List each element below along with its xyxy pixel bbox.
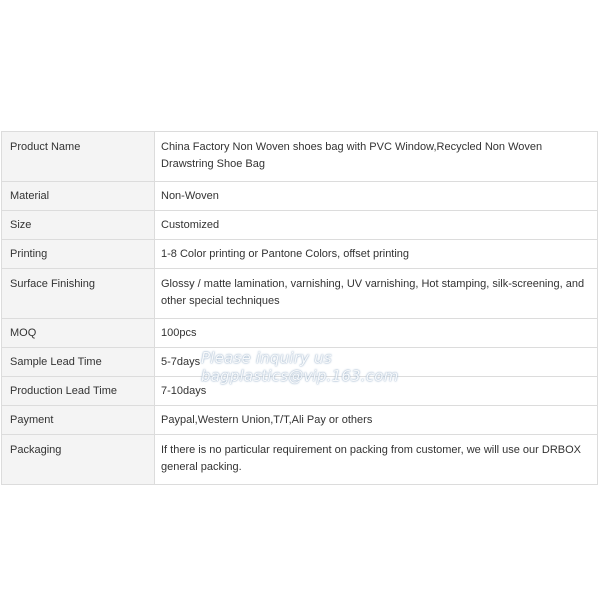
spec-label: Sample Lead Time: [2, 348, 155, 377]
spec-label: Surface Finishing: [2, 269, 155, 319]
spec-row-surface-finishing: [2, 269, 598, 319]
spec-label: MOQ: [2, 319, 155, 348]
spec-value: Glossy / matte lamination, varnishing, UV varnishing, Hot stamping, silk-screening, and other special techniques: [155, 269, 598, 319]
spec-value: Paypal,Western Union,T/T,Ali Pay or others: [155, 406, 598, 435]
spec-label: Size: [2, 211, 155, 240]
spec-value: Customized: [155, 211, 598, 240]
spec-row-product-name: [2, 132, 598, 182]
spec-value: 5-7days: [155, 348, 598, 377]
spec-row-size: [2, 211, 598, 240]
spec-label: Payment: [2, 406, 155, 435]
product-spec-table: [1, 131, 598, 485]
spec-label: Packaging: [2, 435, 155, 485]
spec-row-moq: [2, 319, 598, 348]
spec-row-sample-lead-time: [2, 348, 598, 377]
spec-label: Product Name: [2, 132, 155, 182]
spec-value: 100pcs: [155, 319, 598, 348]
spec-row-packaging: [2, 435, 598, 485]
spec-value: If there is no particular requirement on packing from customer, we will use our DRBOX general packing.: [155, 435, 598, 485]
watermark-line-inquiry: Please inquiry us: [201, 349, 332, 367]
spec-value: 7-10days: [155, 377, 598, 406]
spec-label: Production Lead Time: [2, 377, 155, 406]
spec-row-material: [2, 182, 598, 211]
spec-row-production-lead-time: [2, 377, 598, 406]
spec-value: Non-Woven: [155, 182, 598, 211]
watermark-line-email: bagplastics@vip.163.com: [201, 367, 399, 385]
spec-label: Printing: [2, 240, 155, 269]
spec-row-payment: [2, 406, 598, 435]
spec-row-printing: [2, 240, 598, 269]
spec-value: 1-8 Color printing or Pantone Colors, offset printing: [155, 240, 598, 269]
spec-value: China Factory Non Woven shoes bag with PVC Window,Recycled Non Woven Drawstring Shoe Bag: [155, 132, 598, 182]
spec-label: Material: [2, 182, 155, 211]
